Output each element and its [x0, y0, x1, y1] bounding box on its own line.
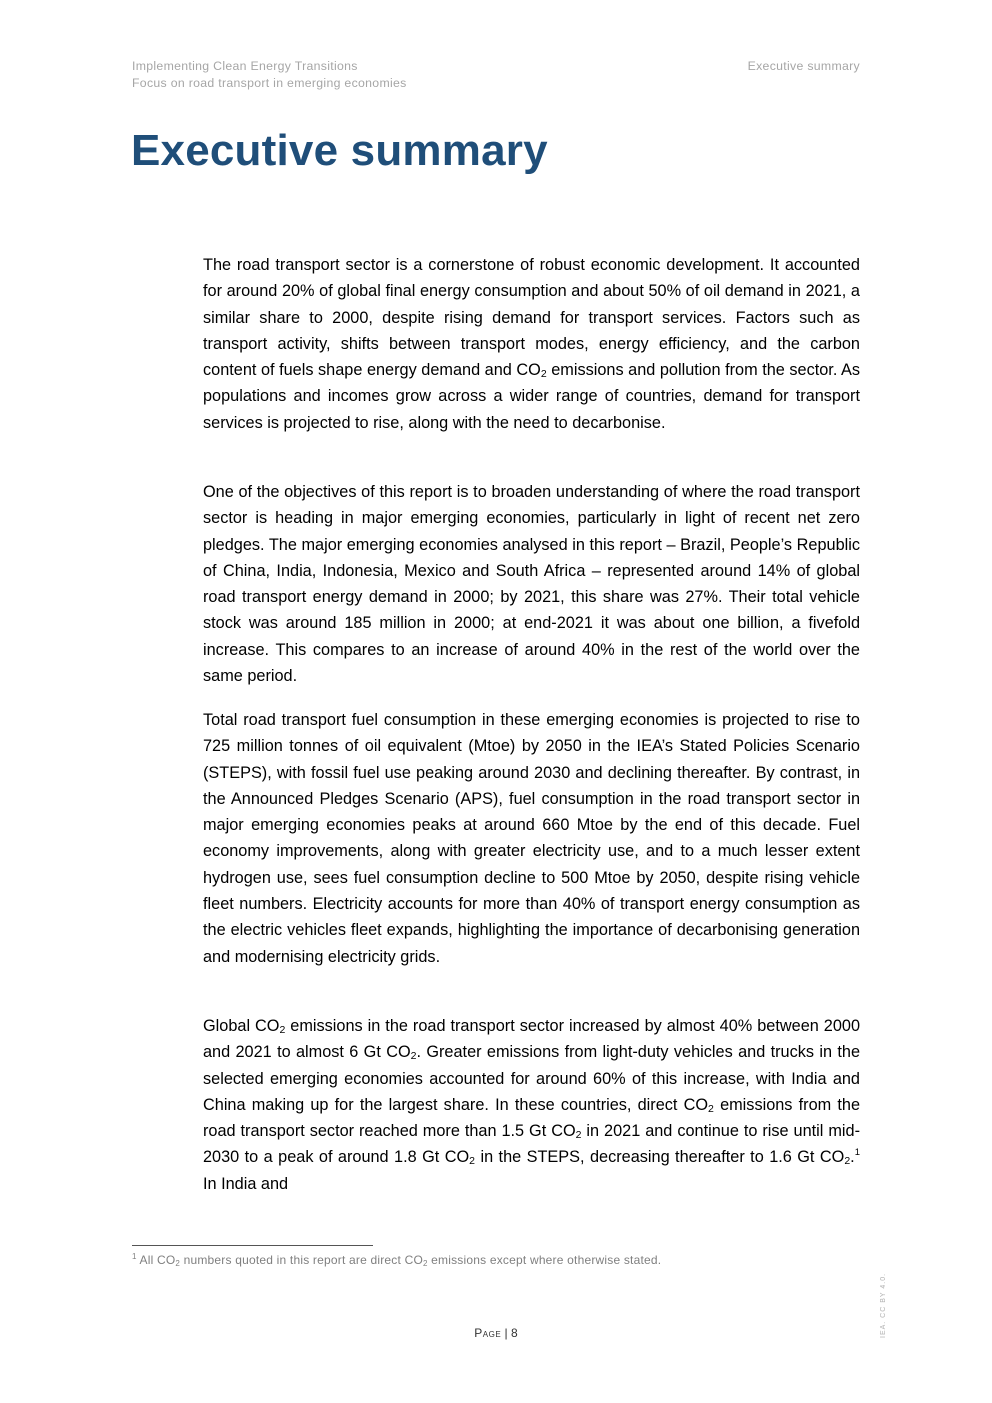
paragraph-1-text-b: emissions and pollution from the sector. As populations and incomes grow across a wider range of countries, demand for transport services is projected to rise, along with the need to decarbonise. — [203, 361, 861, 432]
report-subtitle: Focus on road transport in emerging economies — [132, 76, 407, 90]
page-label: Page — [474, 1326, 502, 1340]
page-separator: | — [501, 1326, 511, 1340]
page-title: Executive summary — [131, 126, 548, 175]
footnote-text-c: emissions except where otherwise stated. — [427, 1253, 662, 1267]
paragraph-2: One of the objectives of this report is to broaden understanding of where the road transport sector is heading in major emerging economies, particularly in light of recent net zero pledges. The major emerging economies analysed in this report – Brazil, People’s Republic of China, India, Indonesia, Mexico and South Africa – represented around 14% of global road transport energy demand in 2000; by 2021, this share was 27%. Their total vehicle stock was around 185 million in 2000; at end-2021 it was about one billion, a fivefold increase. This compares to an increase of around 40% in the rest of the world over the same period. — [203, 483, 860, 686]
subscript-2: 2 — [422, 1259, 428, 1268]
footnote-text-a: All CO — [136, 1253, 176, 1267]
paragraph-4-text-d: emissions from the road transport sector reached more than 1.5 Gt CO — [203, 1095, 860, 1141]
subscript-2: 2 — [175, 1259, 181, 1268]
paragraph-4-text-h: In India and — [203, 1174, 289, 1193]
paragraph-4-text-b: emissions in the road transport sector increased by almost 40% between 2000 and 2021 to almost 6 Gt CO — [203, 1017, 860, 1062]
subscript-2: 2 — [708, 1102, 714, 1115]
footnote-separator — [132, 1245, 373, 1246]
running-header-left — [132, 58, 407, 92]
footnote-reference[interactable]: 1 — [854, 1147, 860, 1159]
paragraph-4-text-g: . — [850, 1148, 855, 1167]
subscript-2: 2 — [279, 1024, 286, 1036]
subscript-2: 2 — [540, 368, 547, 381]
footnote-1 — [132, 1253, 661, 1267]
report-series-title: Implementing Clean Energy Transitions — [132, 59, 358, 73]
license-note: IEA. CC BY 4.0. — [880, 1272, 887, 1338]
running-header-section: Executive summary — [747, 59, 860, 73]
subscript-2: 2 — [575, 1129, 582, 1142]
paragraph-1-text-a: The road transport sector is a cornerstone of robust economic development. It accounted for around 20% of global final energy consumption and about 50% of oil demand in 2021, a similar share to 2000, despite rising demand for transport services. Factors such as transport activity, shifts between transport modes, energy efficiency, and the carbon content of fuels shape energy demand and CO — [203, 256, 860, 380]
paragraph-4-text-e: in 2021 and continue to rise until mid-2030 to a peak of around 1.8 Gt CO — [203, 1122, 860, 1167]
page-number — [0, 1326, 992, 1340]
footnote-marker: 1 — [132, 1252, 137, 1261]
subscript-2: 2 — [469, 1155, 476, 1168]
paragraph-4 — [203, 1013, 860, 1197]
subscript-2: 2 — [410, 1050, 417, 1063]
paragraph-1 — [203, 252, 860, 436]
subscript-2: 2 — [844, 1155, 851, 1168]
paragraph-4-text-a: Global CO — [203, 1017, 280, 1035]
paragraph-4-text-c: . Greater emissions from light-duty vehicles and trucks in the selected emerging economies accounted for around 60% of this increase, with India and China making up for the largest share. In these countries, direct CO — [203, 1043, 860, 1114]
paragraph-4-text-f: in the STEPS, decreasing thereafter to 1.6 Gt CO — [475, 1148, 845, 1167]
footnote-text-b: numbers quoted in this report are direct CO — [180, 1253, 423, 1267]
page-number-value: 8 — [511, 1326, 518, 1340]
paragraph-3: Total road transport fuel consumption in these emerging economies is projected to rise to 725 million tonnes of oil equivalent (Mtoe) by 2050 in the IEA’s Stated Policies Scenario (STEPS), with fossil fuel use peaking around 2030 and declining thereafter. By contrast, in the Announced Pledges Scenario (APS), fuel consumption in the road transport sector in major emerging economies peaks at around 660 Mtoe by the end of this decade. Fuel economy improvements, along with greater electricity use, and to a much lesser extent hydrogen use, sees fuel consumption decline to 500 Mtoe by 2050, despite rising vehicle fleet numbers. Electricity accounts for more than 40% of transport energy consumption as the electric vehicles fleet expands, highlighting the importance of decarbonising generation and modernising electricity grids. — [203, 711, 860, 966]
